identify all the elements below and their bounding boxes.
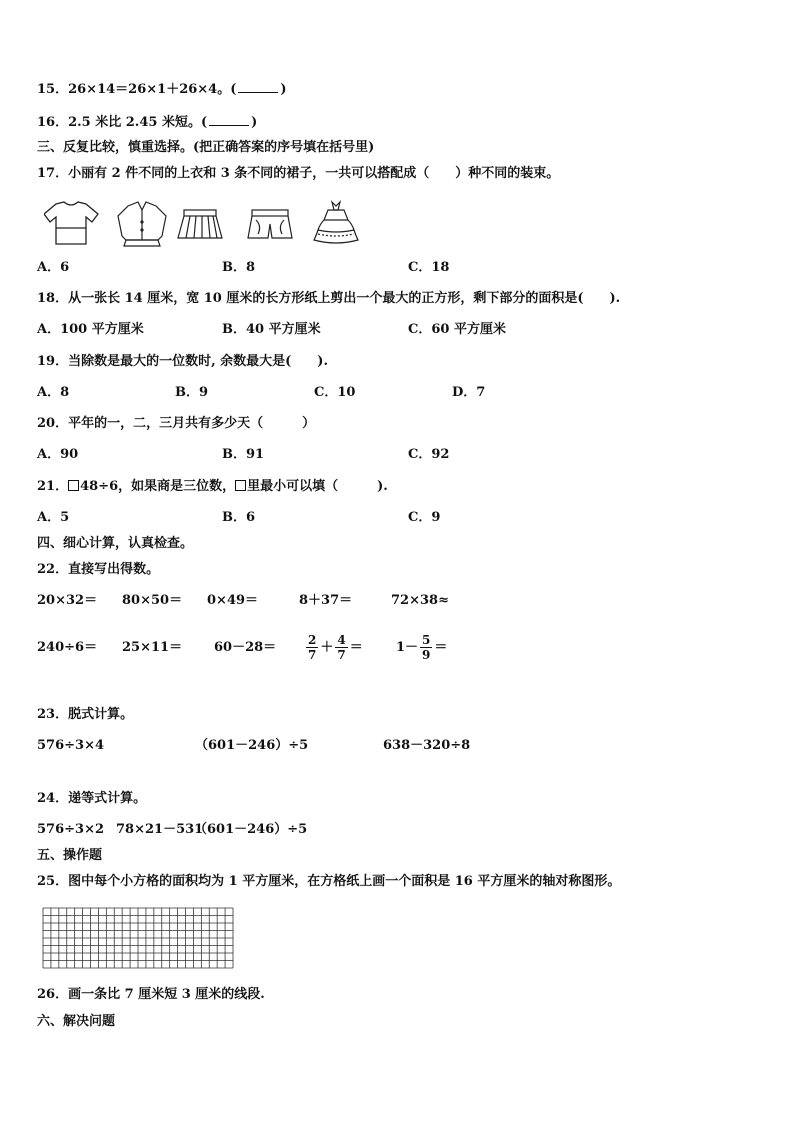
blouse-icon [118, 202, 166, 246]
calc-item: 72×38≈ [391, 593, 449, 608]
q18-option-b[interactable]: B．40 平方厘米 [222, 322, 321, 337]
question-25: 25．图中每个小方格的面积均为 1 平方厘米，在方格纸上画一个面积是 16 平方厘米的轴对称图形。 [37, 874, 621, 889]
question-15 [37, 82, 287, 98]
q21-mid: 里最小可以填（ ). [247, 479, 388, 494]
calc-item: 638－320÷8 [383, 738, 471, 753]
section-4-heading: 四、细心计算，认真检查。 [37, 536, 194, 551]
q19-option-d[interactable]: D．7 [452, 385, 486, 400]
section-5-heading: 五、操作题 [37, 848, 103, 863]
question-22: 22．直接写出得数。 [37, 562, 160, 577]
grid-paper[interactable] [42, 907, 234, 969]
q21-text: 48÷6，如果商是三位数， [80, 479, 236, 494]
q15-text: 15．26×14＝26×1＋26×4。( [37, 82, 237, 97]
q21-option-a[interactable]: A．5 [37, 510, 70, 525]
blank-square-icon [68, 480, 79, 491]
equals-sign: ＝ [349, 640, 363, 655]
question-21 [37, 479, 388, 495]
calc-item: 80×50＝ [122, 593, 183, 608]
skirt-icon [178, 210, 222, 238]
calc-item: 25×11＝ [122, 640, 183, 655]
section-3-heading: 三、反复比较，慎重选择。(把正确答案的序号填在括号里) [37, 140, 375, 155]
question-18: 18．从一张长 14 厘米，宽 10 厘米的长方形纸上剪出一个最大的正方形，剩下部分的面积是( ). [37, 291, 621, 306]
q19-option-c[interactable]: C．10 [314, 385, 356, 400]
question-20: 20．平年的一，二，三月共有多少天（ ） [37, 416, 316, 431]
q17-option-a[interactable]: A．6 [37, 260, 70, 275]
shirt-icon [44, 202, 98, 244]
equals-sign: ＝ [434, 640, 448, 655]
calc-item: 78×21－531 [116, 822, 204, 837]
ruffled-skirt-icon [314, 202, 358, 243]
q17-option-b[interactable]: B．8 [222, 260, 256, 275]
plus-sign: ＋ [320, 640, 334, 655]
fraction [420, 633, 432, 662]
answer-blank[interactable] [238, 82, 278, 93]
clothes-svg [44, 200, 374, 248]
numerator: 2 [308, 633, 317, 647]
shorts-icon [248, 210, 292, 238]
q16-text: 16．2.5 米比 2.45 米短。( [37, 115, 208, 130]
q21-option-b[interactable]: B．6 [222, 510, 256, 525]
question-23: 23．脱式计算。 [37, 707, 134, 722]
q19-option-b[interactable]: B．9 [175, 385, 209, 400]
calc-item: 576÷3×4 [37, 738, 105, 753]
calc-item: （601－246）÷5 [194, 822, 308, 837]
q15-close: ) [280, 82, 287, 97]
fraction [335, 633, 347, 662]
question-19: 19．当除数是最大的一位数时, 余数最大是( ). [37, 354, 328, 369]
calc-item: 0×49＝ [207, 593, 259, 608]
q19-option-a[interactable]: A．8 [37, 385, 70, 400]
numerator: 5 [422, 633, 431, 647]
q18-option-c[interactable]: C．60 平方厘米 [408, 322, 506, 337]
calc-item: 20×32＝ [37, 593, 98, 608]
whole-minus: 1－ [396, 640, 419, 655]
calc-item: （601－246）÷5 [195, 738, 309, 753]
section-6-heading: 六、解决问题 [37, 1014, 116, 1029]
numerator: 4 [337, 633, 346, 647]
denominator: 7 [308, 648, 317, 662]
question-17: 17．小丽有 2 件不同的上衣和 3 条不同的裙子，一共可以搭配成（ ）种不同的装束。 [37, 166, 560, 181]
calc-item: 8＋37＝ [299, 593, 353, 608]
calc-item: 60－28＝ [214, 640, 277, 655]
q17-option-c[interactable]: C．18 [408, 260, 450, 275]
q20-option-c[interactable]: C．92 [408, 447, 450, 462]
denominator: 9 [422, 648, 431, 662]
q16-close: ) [251, 115, 258, 130]
fraction-diff [396, 630, 447, 666]
q18-option-a[interactable]: A．100 平方厘米 [37, 322, 144, 337]
fraction [306, 633, 318, 662]
clothes-images [44, 200, 374, 252]
q21-option-c[interactable]: C．9 [408, 510, 441, 525]
calc-item: 576÷3×2 [37, 822, 105, 837]
blank-square-icon [235, 480, 246, 491]
question-26: 26．画一条比 7 厘米短 3 厘米的线段. [37, 987, 265, 1002]
question-16 [37, 115, 257, 131]
q21-num: 21． [37, 479, 69, 494]
q20-option-b[interactable]: B．91 [222, 447, 265, 462]
answer-blank[interactable] [209, 115, 249, 126]
question-24: 24．递等式计算。 [37, 791, 147, 806]
q20-option-a[interactable]: A．90 [37, 447, 79, 462]
denominator: 7 [337, 648, 346, 662]
calc-item: 240÷6＝ [37, 640, 98, 655]
fraction-sum [304, 630, 363, 666]
